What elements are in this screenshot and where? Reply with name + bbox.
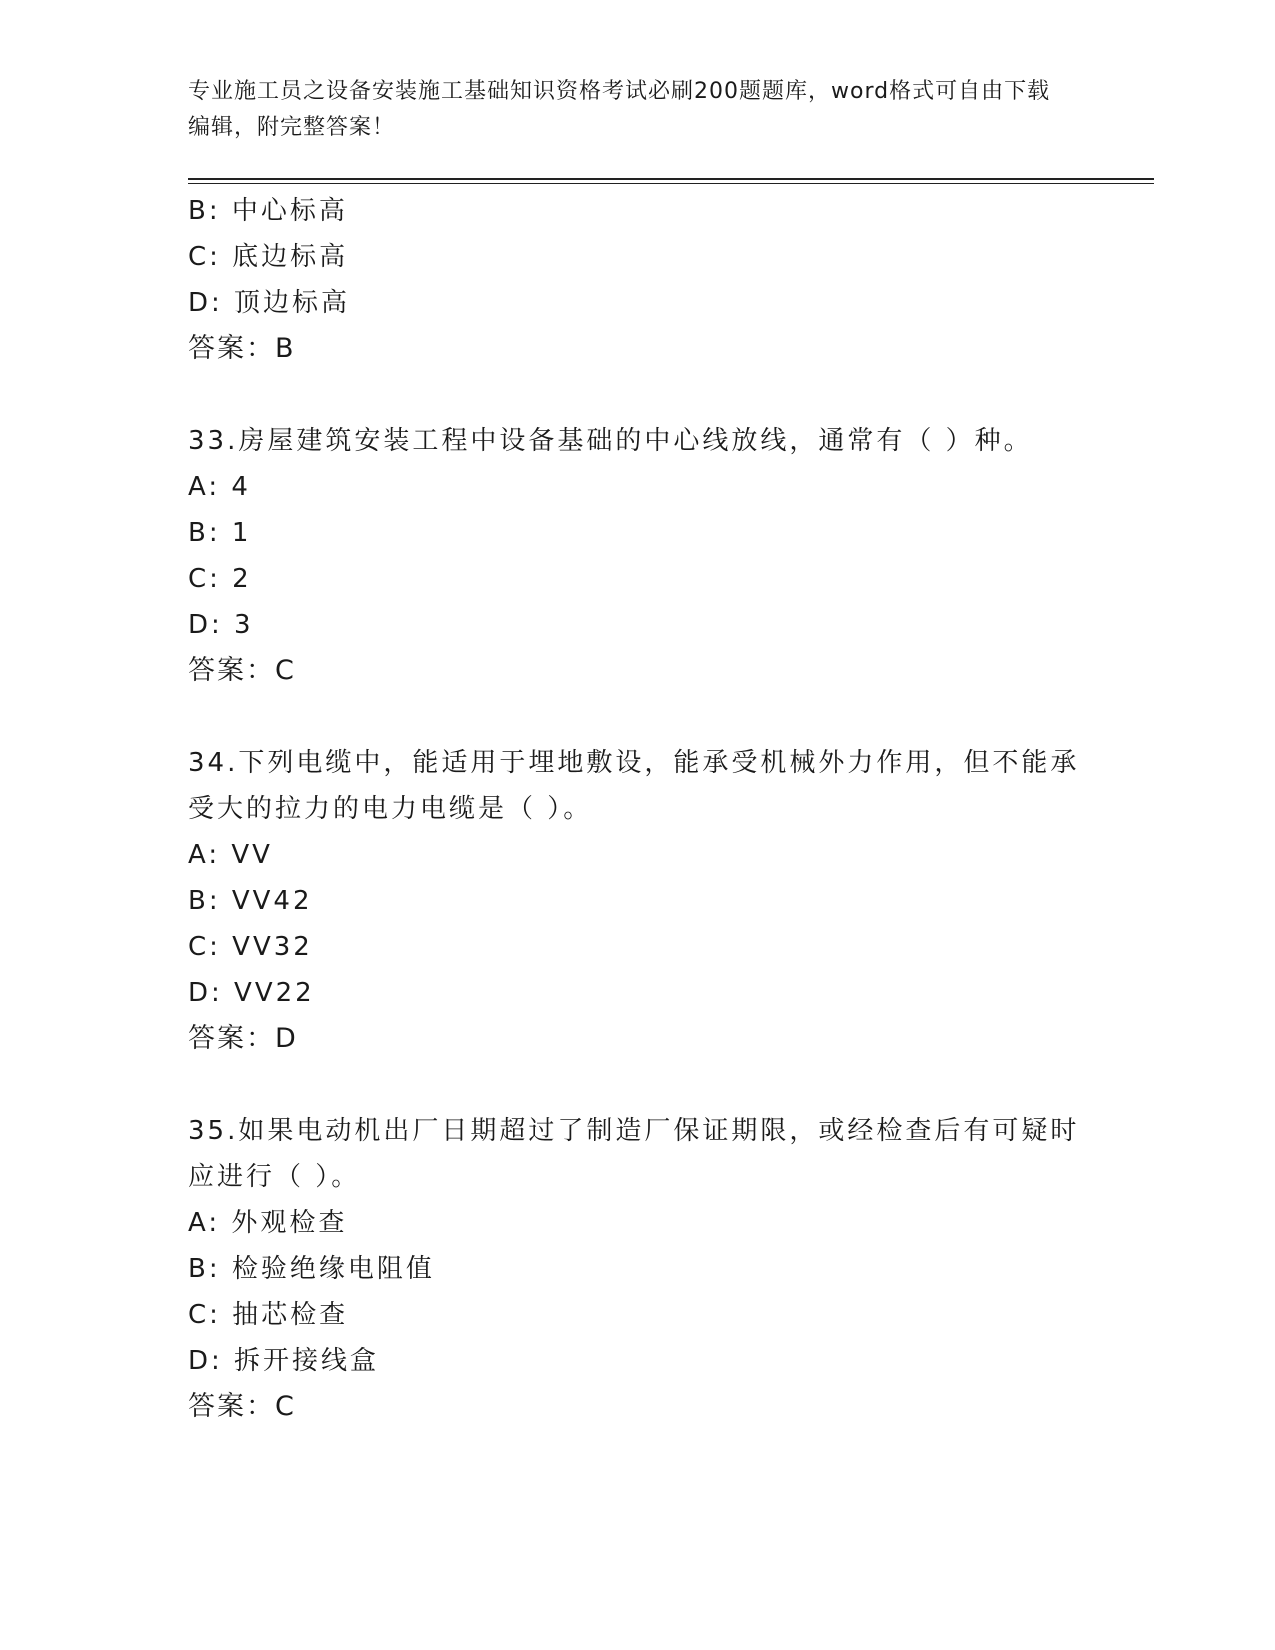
header-divider-thick (188, 178, 1154, 180)
header-divider-thin (188, 183, 1154, 184)
option-d: D: VV22 (188, 978, 315, 1008)
answer-line: 答案：B (188, 333, 296, 364)
answer-line: 答案：D (188, 1023, 298, 1054)
option-b: B: 检验绝缘电阻值 (188, 1254, 435, 1284)
option-d: D: 顶边标高 (188, 288, 351, 318)
option-a: A: 4 (188, 472, 251, 502)
document-header: 专业施工员之设备安装施工基础知识资格考试必刷200题题库，word格式可自由下载编辑，附完整答案！ (188, 79, 1051, 140)
question-stem: 34.下列电缆中，能适用于埋地敷设，能承受机械外力作用，但不能承受大的拉力的电力电缆是（ ）。 (188, 748, 1080, 824)
option-c: C: VV32 (188, 932, 313, 962)
answer-line: 答案：C (188, 655, 296, 686)
option-b: B: 中心标高 (188, 196, 348, 226)
answer-line: 答案：C (188, 1391, 296, 1422)
question-33 (188, 418, 1088, 694)
question-stem: 35.如果电动机出厂日期超过了制造厂保证期限，或经检查后有可疑时应进行（ ）。 (188, 1116, 1080, 1192)
question-list (188, 188, 1088, 1430)
option-d: D: 拆开接线盒 (188, 1346, 380, 1376)
question-stem: 33.房屋建筑安装工程中设备基础的中心线放线，通常有（ ）种。 (188, 426, 1033, 456)
option-c: C: 2 (188, 564, 252, 594)
spacer (188, 372, 1088, 418)
option-c: C: 抽芯检查 (188, 1300, 349, 1330)
question-35 (188, 1108, 1088, 1430)
spacer (188, 1062, 1088, 1108)
spacer (188, 694, 1088, 740)
option-b: B: 1 (188, 518, 252, 548)
option-d: D: 3 (188, 610, 254, 640)
option-c: C: 底边标高 (188, 242, 349, 272)
question-34 (188, 740, 1088, 1062)
option-a: A: 外观检查 (188, 1208, 348, 1238)
option-a: A: VV (188, 840, 273, 870)
option-b: B: VV42 (188, 886, 313, 916)
question-32-continued (188, 188, 1088, 372)
